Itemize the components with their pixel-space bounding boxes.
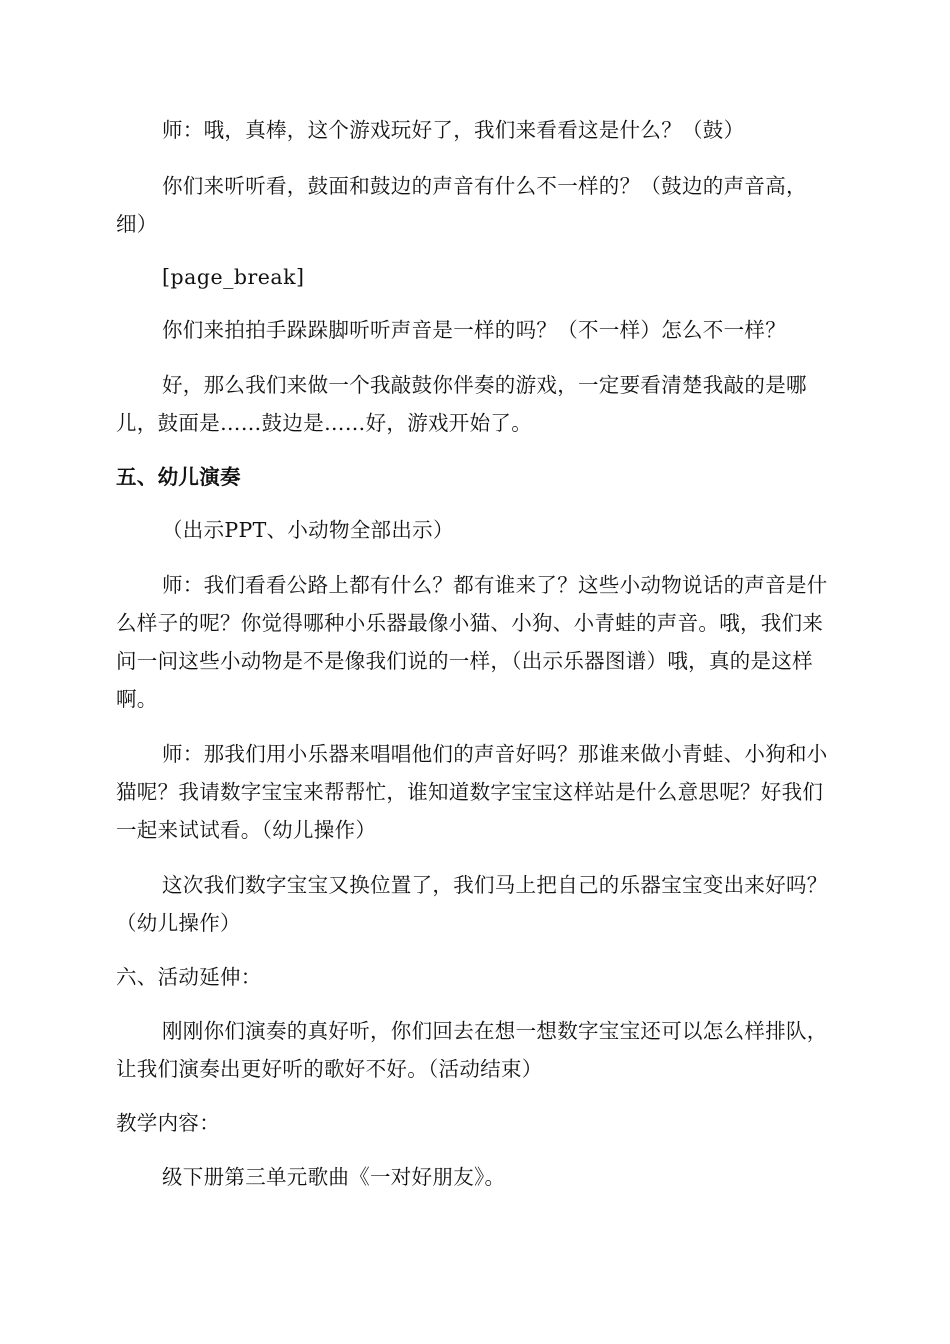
teaching-content-label: 教学内容：	[116, 1111, 220, 1135]
page-break-marker: [page_break]	[162, 265, 305, 289]
paragraph-10: 级下册第三单元歌曲《一对好朋友》。	[162, 1165, 506, 1189]
paragraph-4: 好，那么我们来做一个我敲鼓你伴奏的游戏，一定要看清楚我敲的是哪儿，鼓面是……鼓边是……好，游戏开始了。	[116, 373, 807, 435]
section-heading-5: 五、幼儿演奏	[116, 465, 241, 489]
paragraph-1: 师：哦，真棒，这个游戏玩好了，我们来看看这是什么？（鼓）	[162, 118, 745, 142]
paragraph-9: 刚刚你们演奏的真好听，你们回去在想一想数字宝宝还可以怎么样排队，让我们演奏出更好听的歌好不好。（活动结束）	[116, 1019, 828, 1081]
paragraph-2: 你们来听听看，鼓面和鼓边的声音有什么不一样的？（鼓边的声音高，细）	[116, 174, 807, 236]
paragraph-7: 师：那我们用小乐器来唱唱他们的声音好吗？那谁来做小青蛙、小狗和小猫呢？我请数字宝宝来帮帮忙，谁知道数字宝宝这样站是什么意思呢？好我们一起来试试看。（幼儿操作）	[116, 742, 828, 842]
paragraph-8: 这次我们数字宝宝又换位置了，我们马上把自己的乐器宝宝变出来好吗？（幼儿操作）	[116, 873, 828, 935]
paragraph-5: （出示PPT、小动物全部出示）	[162, 518, 454, 542]
paragraph-3: 你们来拍拍手跺跺脚听听声音是一样的吗？（不一样）怎么不一样？	[162, 318, 786, 342]
section-heading-6: 六、活动延伸：	[116, 965, 262, 989]
paragraph-6: 师：我们看看公路上都有什么？都有谁来了？这些小动物说话的声音是什么样子的呢？你觉得哪种小乐器最像小猫、小狗、小青蛙的声音。哦，我们来问一问这些小动物是不是像我们说的一样，（出示乐器图谱）哦，真的是这样啊。	[116, 573, 828, 711]
